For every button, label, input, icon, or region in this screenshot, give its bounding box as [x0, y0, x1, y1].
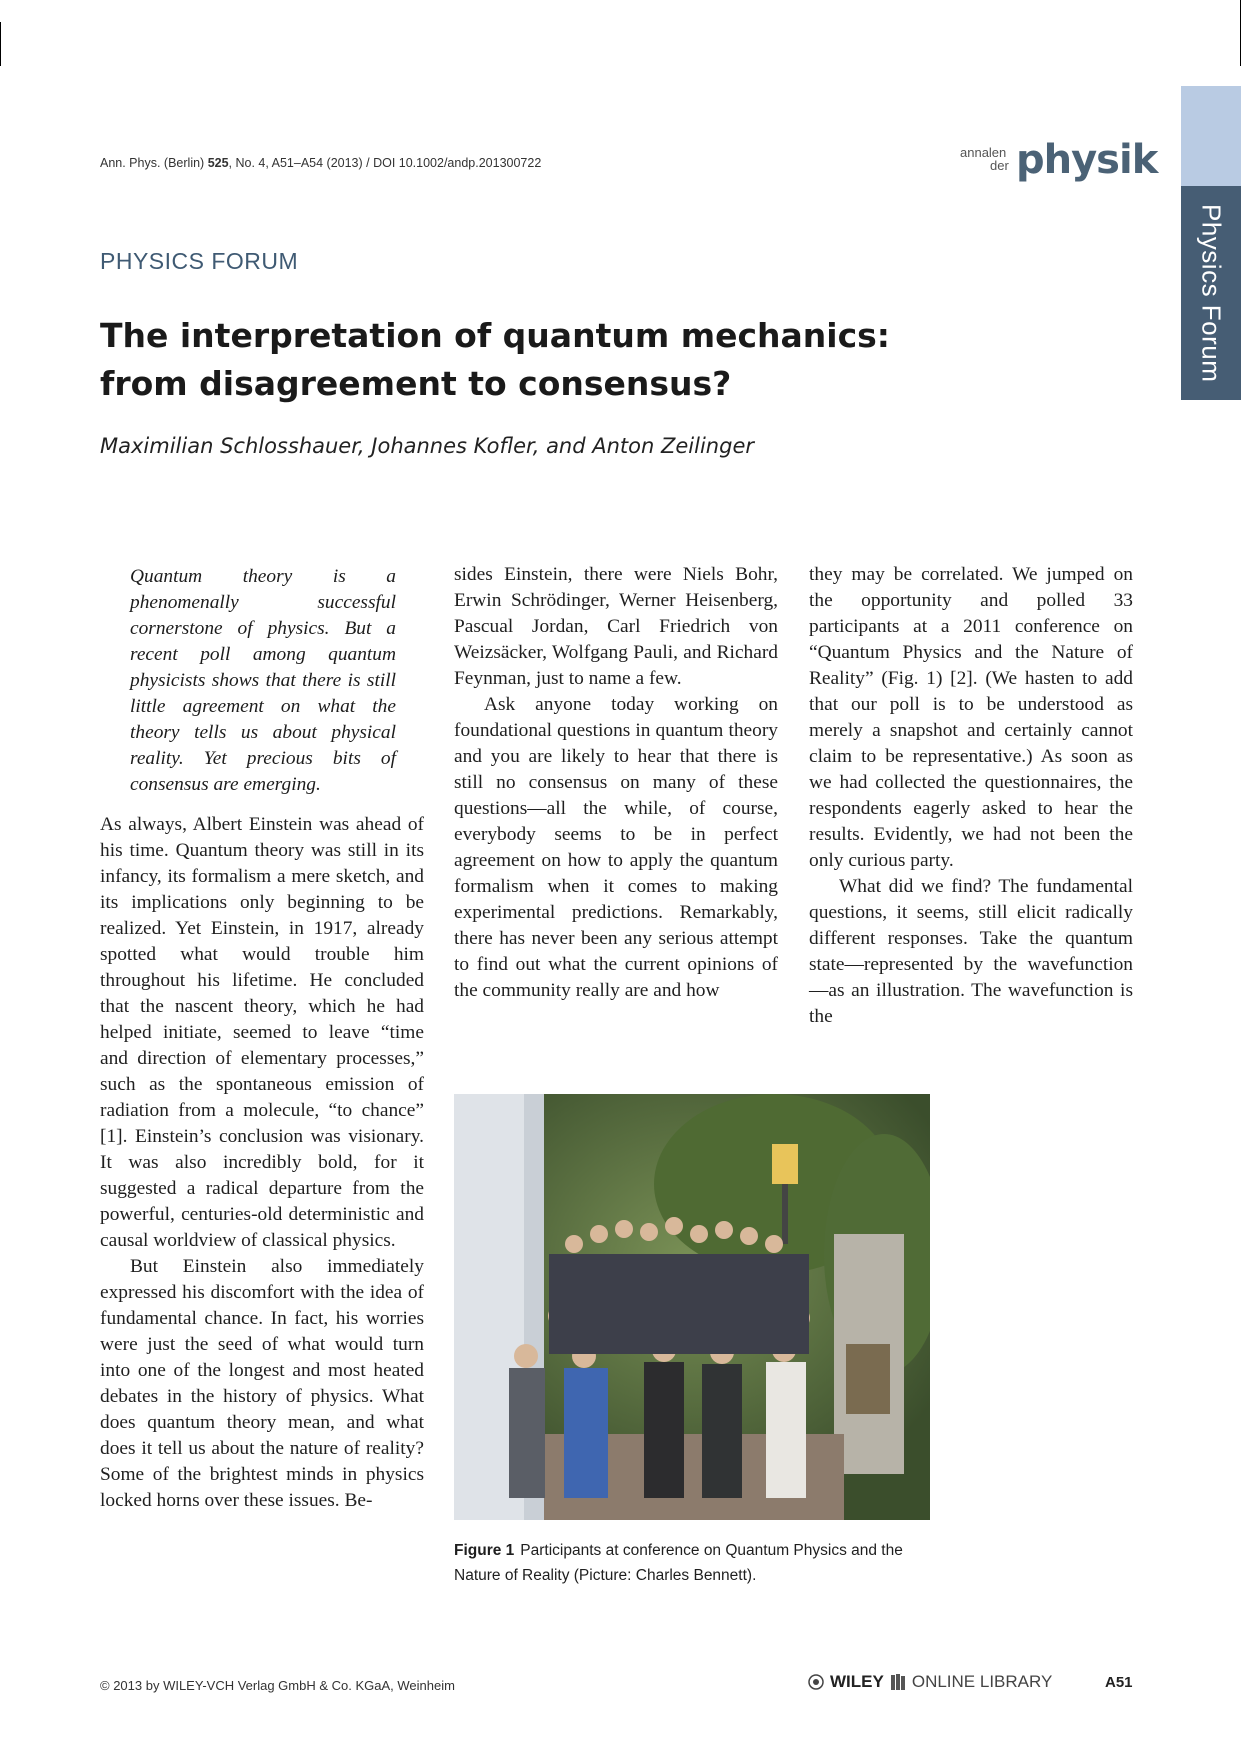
- col1-paragraph-1: As always, Albert Einstein was ahead of his time. Quantum theory was still in its infancy, its formalism a mere sketch, and its implications only beginning to be realized. Yet Einstein, in 1917, already spotted what would trouble him throughout his lifetime. He concluded that the nascent theory, which he had helped initiate, seemed to leave “time and direction of elementary processes,” such as the spontaneous emission of radiation from a molecule, “to chance” [1]. Einstein’s conclusion was visionary. It was also incredibly bold, for it suggested a radical departure from the powerful, centuries-old deterministic and causal worldview of classical physics.: [100, 814, 424, 1251]
- photo-lantern: [772, 1144, 798, 1184]
- col3-paragraph-2: What did we find? The fundamental questions, it seems, still elicit radically different responses. Take the quantum state—represented by the wavefunction—as an illustration. The wavefunction is the: [809, 876, 1133, 1027]
- col1-paragraph-2: But Einstein also immediately expressed his discomfort with the idea of fundamental chance. In fact, his worries were just the seed of what would turn into one of the longest and most heated debates in the history of physics. What does quantum theory mean, and what does it tell us about the nature of reality? Some of the brightest minds in physics locked horns over these issues. Be-: [100, 1256, 424, 1511]
- title-line-2: from disagreement to consensus?: [100, 364, 732, 403]
- col2-paragraph-1: sides Einstein, there were Niels Bohr, Erwin Schrödinger, Werner Heisenberg, Pascual Jordan, Carl Friedrich von Weizsäcker, Wolfgang Pauli, and Richard Feynman, just to name a few.: [454, 564, 778, 689]
- figure-1-group-photo: [454, 1094, 930, 1520]
- copyright-notice: © 2013 by WILEY-VCH Verlag GmbH & Co. KGaA, Weinheim: [100, 1678, 455, 1693]
- article-title: [100, 312, 900, 408]
- side-tab-label: Physics Forum: [1196, 203, 1227, 383]
- column-3: [809, 562, 1133, 1030]
- page-number: A51: [1105, 1674, 1133, 1691]
- annalen-der-physik-logo: [958, 137, 1158, 184]
- figure-1-caption: [454, 1538, 944, 1588]
- side-tab-accent: [1181, 86, 1241, 186]
- section-label: PHYSICS FORUM: [100, 248, 299, 274]
- column-1: [100, 812, 424, 1514]
- author-list: Maximilian Schlosshauer, Johannes Kofler, and Anton Zeilinger: [100, 434, 754, 458]
- logo-annalen: annalen: [960, 145, 1007, 160]
- journal-citation: Ann. Phys. (Berlin) 525, No. 4, A51–A54 (2013) / DOI 10.1002/andp.201300722: [100, 156, 542, 170]
- figure-1-label: Figure 1: [454, 1542, 515, 1559]
- crop-mark-left: [0, 22, 1, 66]
- logo-physik: physik: [1016, 137, 1158, 183]
- journal-volume: 525: [207, 156, 229, 170]
- col3-paragraph-1: they may be correlated. We jumped on the opportunity and polled 33 participants at a 2011 conference on “Quantum Physics and the Nature of Reality” (Fig. 1) [2]. (We hasten to add that our poll is to be understood as merely a snapshot and certainly cannot claim to be representative.) As soon as we had collected the questionnaires, the respondents eagerly asked to hear the results. Evidently, we had not been the only curious party.: [809, 564, 1133, 871]
- title-line-1: The interpretation of quantum mechanics:: [100, 316, 891, 355]
- wiley-seal-icon: [808, 1674, 824, 1690]
- library-books-icon: [890, 1673, 906, 1691]
- wiley-online-library-logo: [808, 1672, 1052, 1692]
- side-tab: [1181, 186, 1241, 400]
- logo-der: der: [990, 158, 1009, 173]
- group-photo-illustration: [454, 1094, 930, 1520]
- col2-paragraph-2: Ask anyone today working on foundational questions in quantum theory and you are likely to hear that there is still no consensus on many of these questions—all the while, of course, everybody seems to be in perfect agreement on how to apply the quantum formalism when it comes to making experimental predictions. Remarkably, there has never been any serious attempt to find out what the current opinions of the community really are and how: [454, 694, 778, 1001]
- online-library-wordmark: ONLINE LIBRARY: [911, 1672, 1053, 1691]
- column-2: [454, 562, 778, 1004]
- abstract: Quantum theory is a phenomenally successful cornerstone of physics. But a recent poll among quantum physicists shows that there is still little agreement on what the theory tells us about physical reality. Yet precious bits of consensus are emerging.: [130, 566, 396, 795]
- figure-1-caption-text: Participants at conference on Quantum Physics and the Nature of Reality (Picture: Charles Bennett).: [454, 1542, 903, 1584]
- wiley-wordmark: WILEY: [830, 1672, 884, 1691]
